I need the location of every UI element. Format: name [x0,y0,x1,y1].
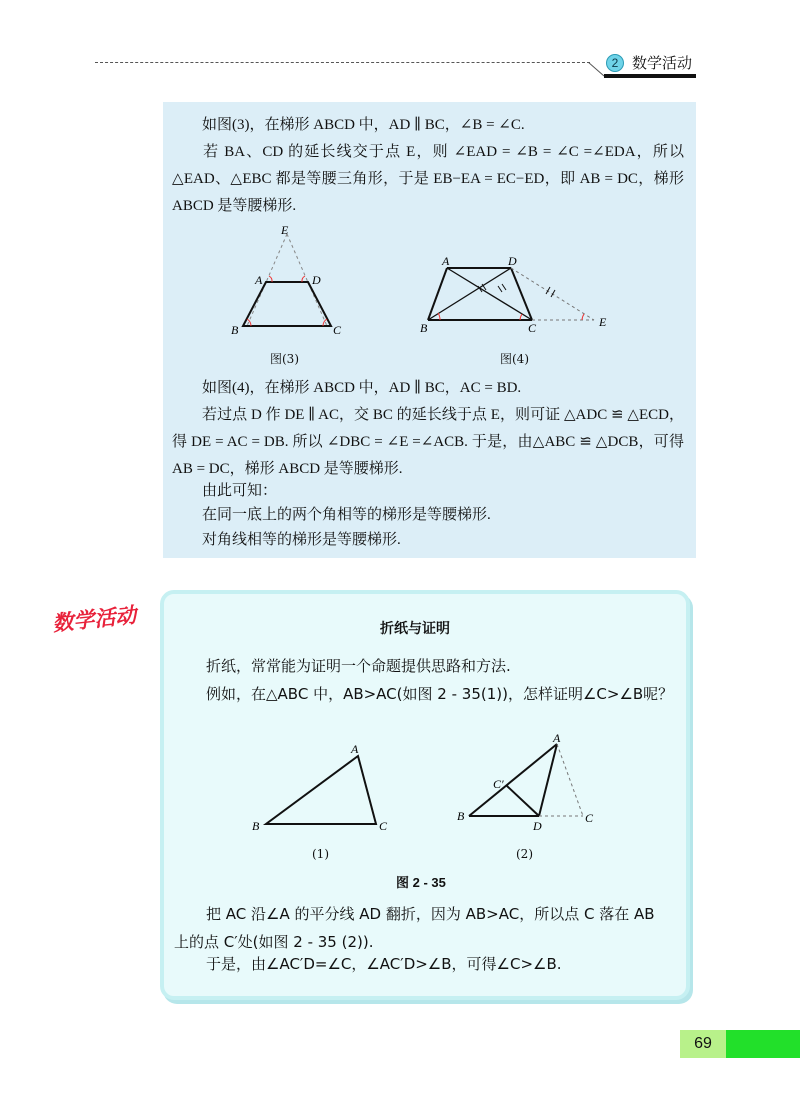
fig3-ext-right [287,234,327,326]
fig235-2-label-D: D [533,819,542,833]
activity-paragraph-3 [174,900,674,956]
fig4-AB [428,268,447,320]
fig3-trapezoid [243,282,331,326]
fig235-2-label-A: A [553,731,561,745]
proof-text-3: 如图(4)，在梯形 ABCD 中，AD ∥ BC，AC = BD. [202,380,522,396]
header-bar [604,74,696,78]
fig4-label-D: D [508,254,517,268]
fig235-1-triangle [266,756,376,824]
proof-paragraph-6 [172,502,684,529]
proof-paragraph-4 [172,402,684,483]
fig235-2-caption: (2) [516,847,533,861]
fig235-1-label-B: B [252,819,260,833]
activity-paragraph-1 [174,652,674,680]
figure-4 [418,252,618,336]
proof-paragraph-7 [172,527,684,554]
activity-text-2: 例如，在△ABC 中，AB>AC(如图 2 - 35(1))，怎样证明∠C>∠B呢？ [206,685,674,703]
fig235-2-AB [469,744,557,816]
fig235-2-CpD [507,786,539,816]
fig235-2-AC [557,744,583,816]
fig4-angle-E [582,314,584,320]
proof-text-6: 在同一底上的两个角相等的梯形是等腰梯形. [202,507,491,523]
fig4-label-C: C [528,321,537,335]
fig235-2-label-C: C [585,811,594,825]
activity-text-3: 把 AC 沿∠A 的平分线 AD 翻折，因为 AB>AC，所以点 C 落在 AB 上的点 C′处(如图 2 - 35 (2)). [174,905,655,951]
fig235-1-label-C: C [379,819,388,833]
fig4-BD [428,268,511,320]
activity-text-4: 于是，由∠AC′D=∠C，∠AC′D>∠B，可得∠C>∠B. [206,955,562,973]
fig3-label-D: D [312,273,321,287]
fig4-label-B: B [420,321,428,335]
fig3-label-B: B [231,323,239,337]
header-rule [95,62,590,63]
fig235-1-label-A: A [351,742,359,756]
fig235-1-caption: (1) [312,847,329,861]
figure-2-35-caption: 图 2 - 35 [396,875,446,890]
proof-text-2: 若 BA、CD 的延长线交于点 E，则 ∠EAD = ∠B = ∠C =∠EDA，所以△EAD、△EBC 都是等腰三角形，于是 EB−EA = EC−ED，即 AB = DC，梯形 ABCD 是等腰梯形. [172,144,684,214]
fig3-label-A: A [255,273,263,287]
activity-paragraph-2 [174,680,674,708]
figure-2-35-1 [250,740,400,840]
fig4-angle-B [438,313,440,320]
fig4-DC [511,268,532,320]
fig4-tick-6 [551,290,555,297]
chapter-number-badge: 2 [606,54,624,72]
fig4-label-E: E [599,315,607,329]
fig4-tick-4 [502,284,506,290]
figure-2-35-2 [455,730,605,838]
proof-text-4: 若过点 D 作 DE ∥ AC，交 BC 的延长线于点 E，则可证 △ADC ≌ △ECD，得 DE = AC = DB. 所以 ∠DBC = ∠E =∠ACB. 于是，由△ABC ≌ △DCB，可得 AB = DC，梯形 ABCD 是等腰梯形. [172,407,684,477]
fig4-AC [447,268,532,320]
proof-paragraph-2 [172,139,684,220]
proof-paragraph-3 [172,375,684,402]
fig3-caption: 图(3) [270,352,299,366]
fig3-ext-left [247,234,287,326]
proof-text-1: 如图(3)，在梯形 ABCD 中，AD ∥ BC，∠B = ∠C. [202,117,525,133]
fig235-2-AD [539,744,557,816]
fig4-caption: 图(4) [500,352,529,366]
fig235-2-label-B: B [457,809,465,823]
activity-paragraph-4 [174,950,674,978]
activity-title: 折纸与证明 [380,621,450,637]
page-number: 69 [680,1030,726,1058]
fig235-2-label-Cp: C′ [493,777,504,791]
proof-text-5: 由此可知： [202,483,278,499]
fig4-label-A: A [442,254,450,268]
badge-text: 数学活动 [51,603,138,636]
fig3-label-E: E [281,223,289,237]
activity-text-1: 折纸，常常能为证明一个命题提供思路和方法. [206,657,511,675]
proof-paragraph-5 [172,478,684,505]
proof-text-7: 对角线相等的梯形是等腰梯形. [202,532,401,548]
fig4-tick-3 [498,286,502,292]
math-activity-badge [48,596,152,636]
chapter-title: 数学活动 [632,54,693,72]
figure-3 [225,222,365,342]
proof-paragraph-1 [172,112,684,139]
fig3-label-C: C [333,323,342,337]
